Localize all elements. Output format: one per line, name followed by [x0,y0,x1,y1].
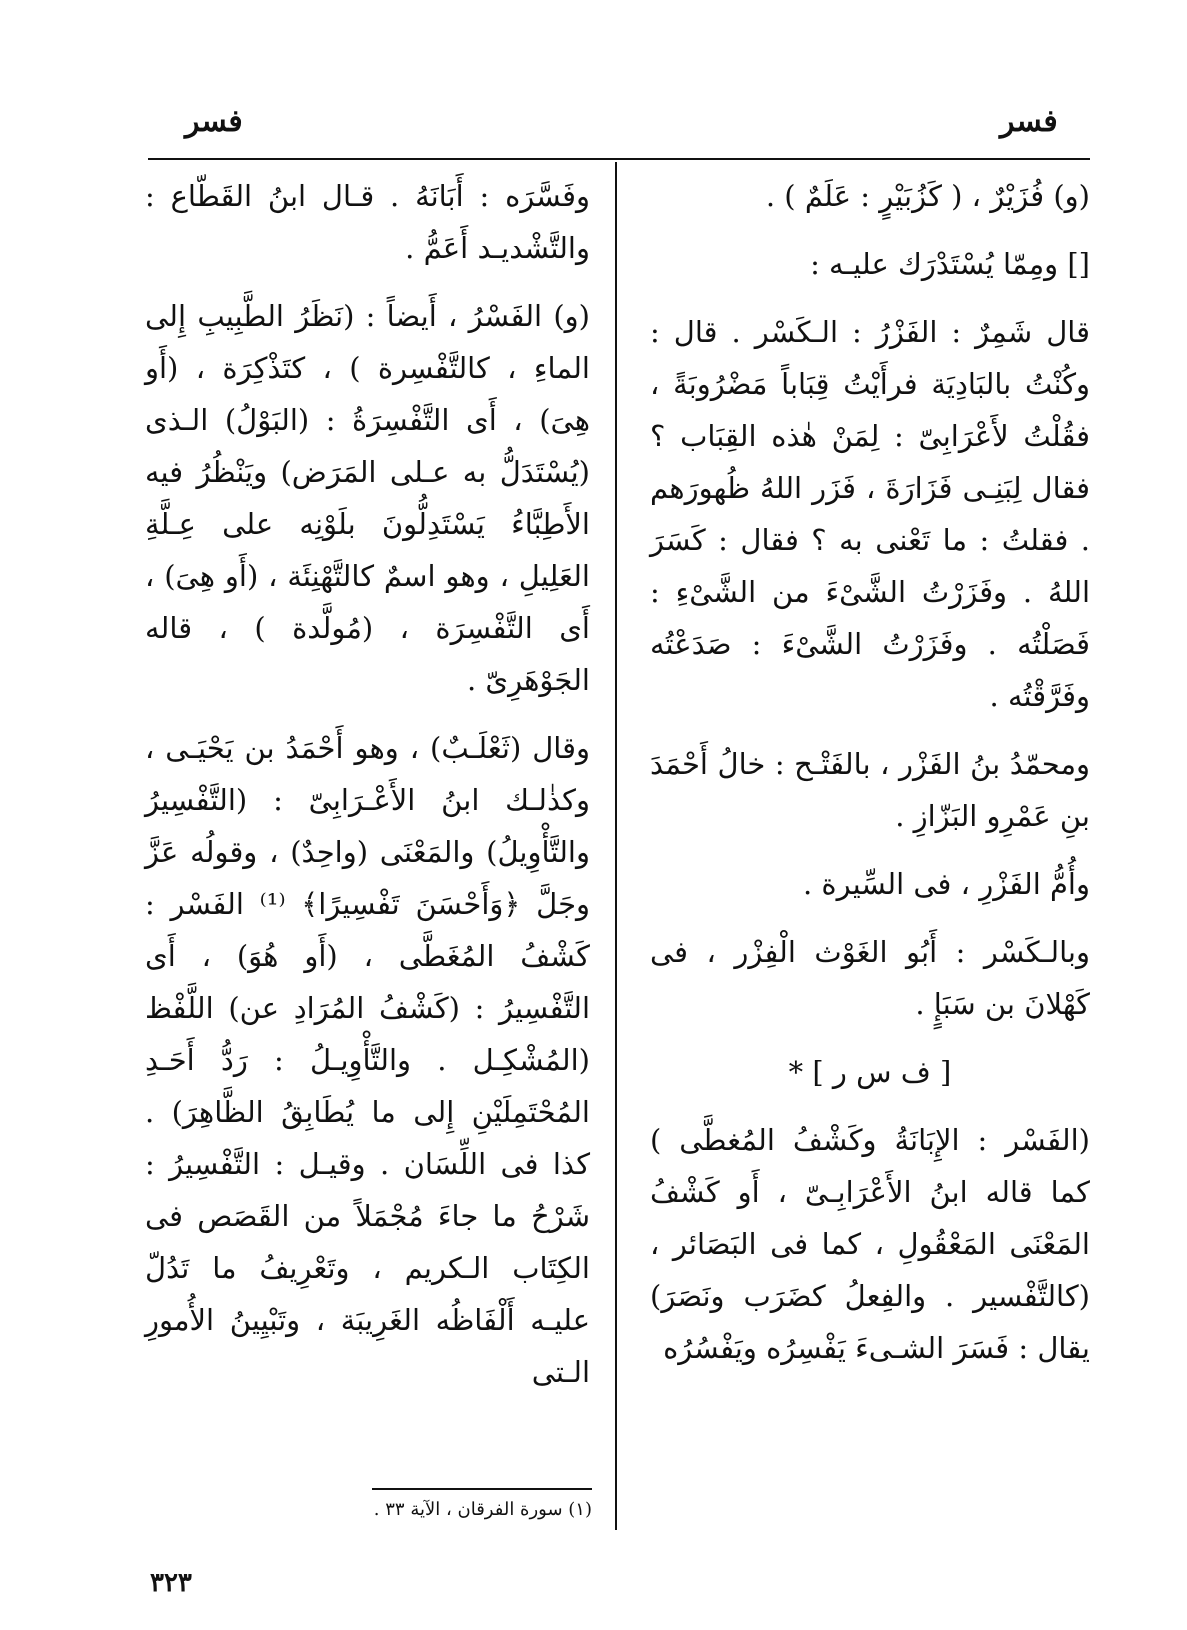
entry-heading: [ ف س ر ] * [788,1055,952,1089]
right-paragraph: وبالـكَسْر : أَبُو الغَوْث الْفِزْر ، فى كَهْلانَ بن سَبَإٍ . [650,935,1090,1021]
right-column [650,170,1090,1390]
entry-paragraph: (الفَسْر : الإِبَانَةُ وكَشْفُ المُغطَّى ) كما قاله ابنُ الأَعْرَابِـىّ ، أَو كَشْفُ المَعْنَى المَعْقُولِ ، كما فى البَصَائر ، (كالتَّفْسير . والفِعلُ كضَرَب ونَصَرَ) يقال : فَسَرَ الشـىءَ يَفْسِرُه ويَفْسُرُه [650,1123,1090,1365]
footnote-rule [372,1488,592,1490]
right-paragraph: وأُمُّ الفَزْرِ ، فى السِّيرة . [803,867,1090,901]
right-paragraph: قال شَمِرٌ : الفَزْرُ : الـكَسْر . قال : وكُنْتُ بالبَادِيَة فرأَيْتُ قِبَاباً مَضْرُوبَةً ، فقُلْتُ لأَعْرَابِىّ : لِمَنْ هٰذه القِبَاب ؟ فقال لِبَنِـى فَزَارَةَ ، فَزَر اللهُ ظُهورَهم . فقلتُ : ما تَعْنى به ؟ فقال : كَسَرَ اللهُ . وفَزَرْتُ الشَّىْءَ من الشَّىْءِ : فَصَلْتُه . وفَزَرْتُ الشَّىْءَ : صَدَعْتُه وفَرَّقْتُه . [650,315,1090,713]
right-paragraph: (و) فُزَيْرٌ ، ( كَزُبَيْرٍ : عَلَمٌ ) . [765,179,1090,213]
column-divider [615,162,617,1530]
left-paragraph: وفَسَّرَه : أَبَانَهُ . قـال ابنُ القَطّاع : والتَّشْديـد أَعَمُّ . [145,179,590,265]
footnote: (١) سورة الفرقان ، الآية ٣٣ . [373,1499,592,1520]
right-paragraph: ومحمّدُ بنُ الفَزْر ، بالفَتْـح : خالُ أَحْمَدَ بنِ عَمْرِو البَزّازِ . [650,747,1090,833]
left-paragraph: (و) الفَسْرُ ، أَيضاً : (نَظَرُ الطَّبِيبِ إِلى الماءِ ، كالتَّفْسِرة ) ، كتَذْكِرَة ، (أَو هِىَ) ، أَى التَّفْسِرَةُ : (البَوْلُ) الـذى (يُسْتَدَلُّ به عـلى المَرَض) ويَنْظُرُ فيه الأَطِبَّاءُ يَسْتَدِلُّونَ بلَوْنِه على عِـلَّةِ العَلِيلِ ، وهو اسمٌ كالتَّهْنِئَة ، (أَو هِىَ) ، أَى التَّفْسِرَة ، (مُولَّدة ) ، قاله الجَوْهَرِىّ . [145,299,590,697]
left-paragraph: وقال (ثَعْلَـبٌ) ، وهو أَحْمَدُ بن يَحْيَـى ، وكذٰلـك ابنُ الأَعْـرَابِىّ : (التَّفْسِيرُ والتَّأْوِيلُ) والمَعْنَى (واحِدٌ) ، وقولُه عَزَّ وجَلَّ ﴿وَأَحْسَنَ تَفْسِيرًا﴾ ⁽¹⁾ الفَسْر : كَشْفُ المُغَطَّى ، (أَو هُوَ) ، أَى التَّفْسِيرُ : (كَشْفُ المُرَادِ عن) اللَّفْظ (المُشْكِـل . والتَّأْوِيـلُ : رَدُّ أَحَـدِ المُحْتَمِلَيْنِ إِلى ما يُطَابِقُ الظَّاهِرَ) . كذا فى اللِّسَان . وقيـل : التَّفْسِيرُ : شَرْحُ ما جاءَ مُجْمَلاً من القَصَص فى الكِتَاب الـكريم ، وتَعْرِيفُ ما تَدُلّ عليـه أَلْفَاظُه الغَرِيبَة ، وتَبْيِينُ الأُمورِ الـتى [145,731,590,1389]
running-header-right: فسر [1000,104,1058,139]
running-header-left: فسر [185,104,243,139]
left-column [145,170,590,1414]
header-rule [148,158,1090,160]
right-paragraph: [] ومِمّا يُسْتَدْرَك عليـه : [810,247,1090,281]
page-number: ٣٢٣ [150,1568,192,1598]
